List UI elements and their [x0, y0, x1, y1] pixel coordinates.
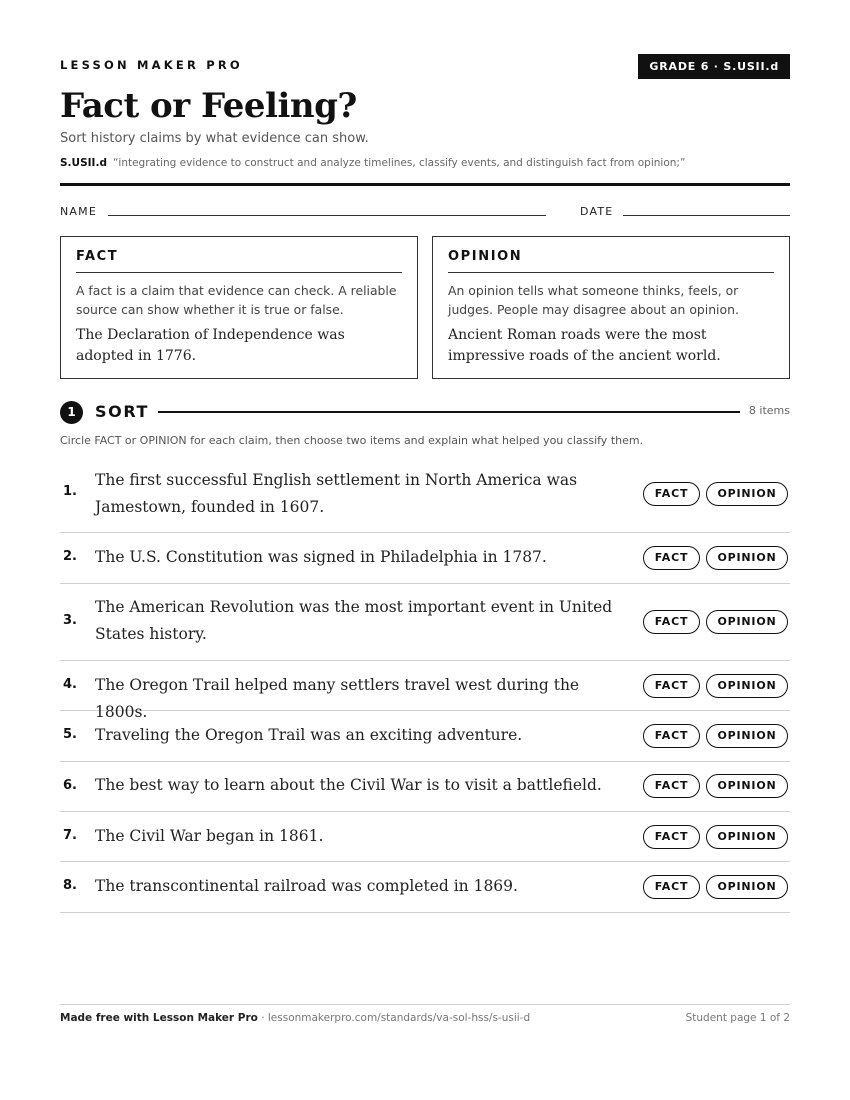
fact-definition-box — [60, 236, 418, 379]
claim-number: 7. — [63, 828, 77, 843]
claim-number: 1. — [63, 484, 77, 499]
footer-made-with: Made free with Lesson Maker Pro — [60, 1012, 258, 1024]
claim-row — [60, 533, 790, 584]
claim-row — [60, 862, 790, 913]
claim-row — [60, 661, 790, 721]
claim-text: The first successful English settlement in North America was Jamestown, founded in 1607. — [95, 471, 578, 516]
opinion-button[interactable]: OPINION — [706, 546, 788, 570]
claim-number: 3. — [63, 613, 77, 628]
claim-text: The Civil War began in 1861. — [95, 827, 324, 845]
header-divider — [60, 183, 790, 186]
page-title: Fact or Feeling? — [60, 86, 357, 126]
claim-text: The best way to learn about the Civil War is to visit a battlefield. — [95, 776, 602, 794]
claim-text: The Oregon Trail helped many settlers travel west during the 1800s. — [95, 676, 580, 721]
section-divider — [158, 411, 740, 413]
standard-text: “integrating evidence to construct and analyze timelines, classify events, and distinguish fact from opinion;” — [112, 157, 686, 169]
claim-text: The U.S. Constitution was signed in Philadelphia in 1787. — [95, 548, 547, 566]
opinion-button[interactable]: OPINION — [706, 674, 788, 698]
claim-number: 8. — [63, 878, 77, 893]
claim-row — [60, 711, 790, 762]
instructions: Circle FACT or OPINION for each claim, then choose two items and explain what helped you classify them. — [60, 434, 644, 447]
grade-badge: GRADE 6 · S.USII.d — [638, 54, 790, 79]
item-count: 8 items — [748, 404, 790, 417]
footer-credit — [60, 1012, 530, 1024]
opinion-heading: OPINION — [448, 249, 774, 273]
opinion-button[interactable]: OPINION — [706, 825, 788, 849]
fact-button[interactable]: FACT — [643, 610, 700, 634]
claim-row — [60, 462, 790, 533]
fact-button[interactable]: FACT — [643, 482, 700, 506]
standard-line — [60, 157, 685, 169]
footer-page-number: Student page 1 of 2 — [685, 1012, 790, 1024]
fact-definition: A fact is a claim that evidence can check. A reliable source can show whether it is true or false. — [76, 283, 397, 317]
claim-row — [60, 762, 790, 812]
opinion-button[interactable]: OPINION — [706, 774, 788, 798]
opinion-button[interactable]: OPINION — [706, 875, 788, 899]
fact-button[interactable]: FACT — [643, 875, 700, 899]
opinion-button[interactable]: OPINION — [706, 482, 788, 506]
footer-separator: · — [257, 1012, 268, 1024]
worksheet-page — [60, 0, 790, 1100]
opinion-definition-box — [432, 236, 790, 379]
date-label: DATE — [580, 205, 614, 218]
fact-button[interactable]: FACT — [643, 724, 700, 748]
claim-text: The American Revolution was the most important event in United States history. — [95, 598, 613, 643]
standard-code: S.USII.d — [60, 157, 107, 169]
brand-name: LESSON MAKER PRO — [60, 58, 243, 72]
claim-row — [60, 812, 790, 862]
claim-number: 5. — [63, 727, 77, 742]
opinion-button[interactable]: OPINION — [706, 724, 788, 748]
opinion-definition: An opinion tells what someone thinks, feels, or judges. People may disagree about an opinion. — [448, 283, 739, 317]
page-subtitle: Sort history claims by what evidence can show. — [60, 131, 369, 146]
claim-number: 6. — [63, 778, 77, 793]
section-number: 1 — [60, 401, 83, 424]
fact-heading: FACT — [76, 249, 402, 273]
name-field[interactable] — [108, 215, 546, 216]
name-label: NAME — [60, 205, 97, 218]
claim-row — [60, 584, 790, 661]
section-title: SORT — [95, 402, 150, 421]
fact-button[interactable]: FACT — [643, 774, 700, 798]
claim-text: The transcontinental railroad was completed in 1869. — [95, 877, 518, 895]
opinion-button[interactable]: OPINION — [706, 610, 788, 634]
claim-number: 4. — [63, 677, 77, 692]
footer-url[interactable]: lessonmakerpro.com/standards/va-sol-hss/s-usii-d — [267, 1012, 531, 1024]
fact-button[interactable]: FACT — [643, 825, 700, 849]
opinion-example: Ancient Roman roads were the most impressive roads of the ancient world. — [448, 327, 721, 364]
claim-number: 2. — [63, 549, 77, 564]
fact-button[interactable]: FACT — [643, 674, 700, 698]
date-field[interactable] — [623, 215, 790, 216]
fact-button[interactable]: FACT — [643, 546, 700, 570]
fact-example: The Declaration of Independence was adopted in 1776. — [76, 327, 345, 364]
footer-divider — [60, 1004, 790, 1005]
claim-text: Traveling the Oregon Trail was an exciting adventure. — [95, 726, 523, 744]
